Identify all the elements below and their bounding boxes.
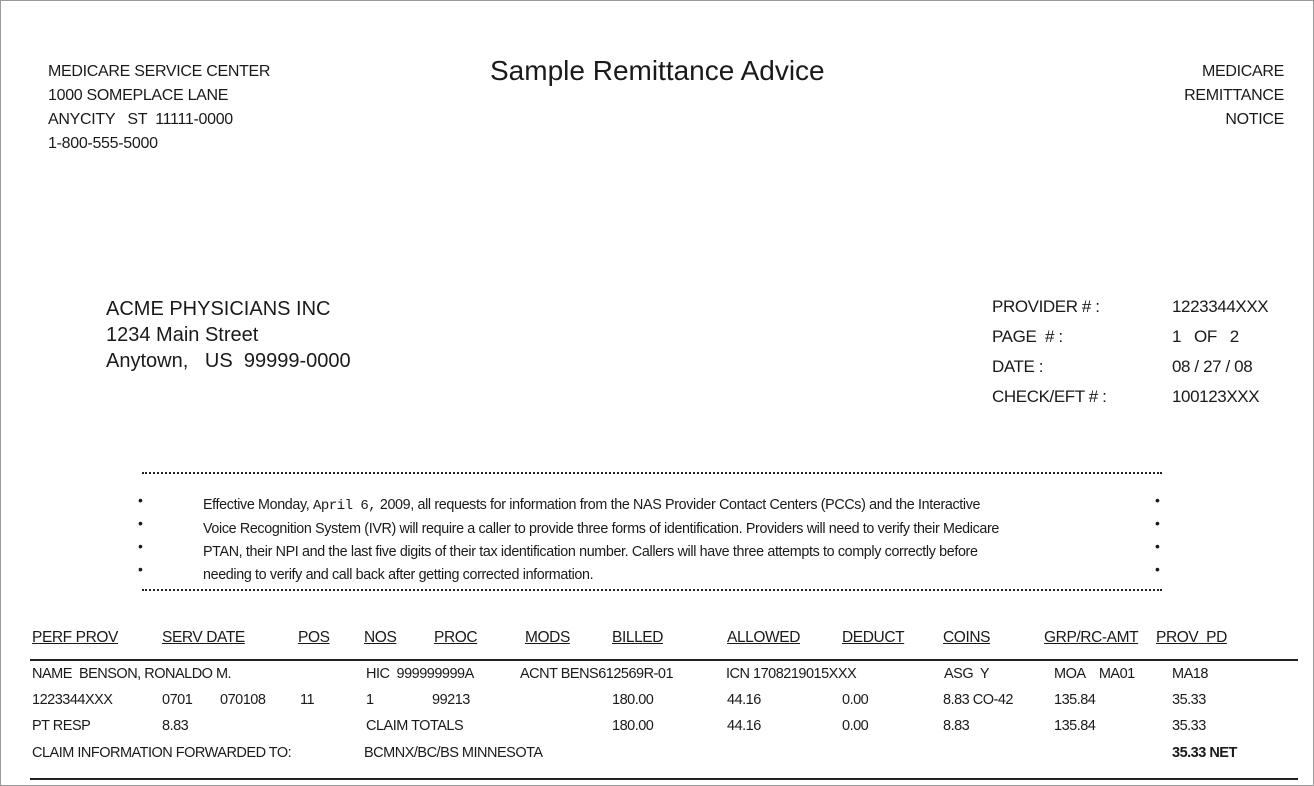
notice-line-1: MEDICARE xyxy=(1201,63,1284,80)
provider-address xyxy=(106,296,351,374)
bullet-left-1: • xyxy=(138,492,143,508)
provider-number-value: 1223344XXX xyxy=(1172,297,1269,316)
message-date: April 6, xyxy=(313,498,377,514)
nos-value: 1 xyxy=(366,692,374,708)
claim-totals-label: CLAIM TOTALS xyxy=(366,718,464,734)
total-coins: 8.83 xyxy=(943,718,970,734)
pt-resp-label: PT RESP xyxy=(32,718,91,734)
notice-line-3: NOTICE xyxy=(1225,111,1284,128)
proc-value: 99213 xyxy=(432,692,470,708)
message-border-top xyxy=(142,472,1162,474)
deduct-value: 0.00 xyxy=(842,692,869,708)
col-header-prov-pd: PROV PD xyxy=(1156,629,1227,646)
coins-value: 8.83 CO-42 xyxy=(943,692,1013,708)
check-eft-label: CHECK/EFT # : xyxy=(992,387,1107,406)
perf-prov-value: 1223344XXX xyxy=(32,692,113,708)
bottom-rule xyxy=(30,778,1298,780)
notice-line-2: REMITTANCE xyxy=(1184,87,1284,104)
bullet-right-3: • xyxy=(1155,538,1160,554)
notice-message xyxy=(203,494,999,587)
patient-name: NAME BENSON, RONALDO M. xyxy=(32,666,232,682)
bullet-left-4: • xyxy=(138,561,143,577)
message-line-2: Voice Recognition System (IVR) will require a caller to provide three forms of identification. Providers will need to verify their Medicare xyxy=(203,521,1000,537)
provider-street: 1234 Main Street xyxy=(106,324,259,346)
date-value: 08 / 27 / 08 xyxy=(1172,357,1253,376)
date-label: DATE : xyxy=(992,357,1044,376)
page-title: Sample Remittance Advice xyxy=(490,55,825,86)
provider-meta-labels xyxy=(992,292,1106,412)
remark-code: MA18 xyxy=(1172,666,1208,682)
serv-date-from: 0701 xyxy=(162,692,193,708)
total-grp-rc-amt: 135.84 xyxy=(1054,718,1096,734)
pt-resp-value: 8.83 xyxy=(162,718,189,734)
pos-value: 11 xyxy=(300,692,315,708)
total-deduct: 0.00 xyxy=(842,718,869,734)
remittance-notice-label xyxy=(1184,60,1284,132)
serv-date-to: 070108 xyxy=(220,692,266,708)
bullet-right-4: • xyxy=(1155,561,1160,577)
provider-meta-values xyxy=(1172,292,1268,412)
col-header-billed: BILLED xyxy=(612,629,664,646)
check-eft-value: 100123XXX xyxy=(1172,387,1260,406)
col-header-perf-prov: PERF PROV xyxy=(32,629,118,646)
carrier-phone: 1-800-555-5000 xyxy=(48,135,158,152)
prov-pd-value: 35.33 xyxy=(1172,692,1206,708)
bullet-right-2: • xyxy=(1155,515,1160,531)
provider-city: Anytown, US 99999-0000 xyxy=(106,350,351,372)
billed-value: 180.00 xyxy=(612,692,654,708)
hic-number: HIC 999999999A xyxy=(366,666,474,682)
bullet-left-3: • xyxy=(138,538,143,554)
col-header-mods: MODS xyxy=(525,629,570,646)
col-header-proc: PROC xyxy=(434,629,478,646)
account-number: ACNT BENS612569R-01 xyxy=(520,666,674,682)
bullet-right-1: • xyxy=(1155,492,1160,508)
page-number-label: PAGE # : xyxy=(992,327,1063,346)
message-line-4: needing to verify and call back after getting corrected information. xyxy=(203,567,594,583)
moa-code: MOA MA01 xyxy=(1054,666,1135,682)
carrier-city: ANYCITY ST 11111-0000 xyxy=(48,111,233,128)
col-header-coins: COINS xyxy=(943,629,991,646)
total-allowed: 44.16 xyxy=(727,718,761,734)
col-header-deduct: DEDUCT xyxy=(842,629,905,646)
total-prov-pd: 35.33 xyxy=(1172,718,1206,734)
carrier-name: MEDICARE SERVICE CENTER xyxy=(48,63,271,80)
total-billed: 180.00 xyxy=(612,718,654,734)
carrier-address xyxy=(48,60,270,156)
grp-rc-amt-value: 135.84 xyxy=(1054,692,1096,708)
claim-forwarded-label: CLAIM INFORMATION FORWARDED TO: xyxy=(32,745,292,761)
header-rule xyxy=(30,659,1298,661)
col-header-allowed: ALLOWED xyxy=(727,629,800,646)
provider-number-label: PROVIDER # : xyxy=(992,297,1100,316)
allowed-value: 44.16 xyxy=(727,692,761,708)
claim-forwarded-destination: BCMNX/BC/BS MINNESOTA xyxy=(364,745,543,761)
col-header-pos: POS xyxy=(298,629,330,646)
col-header-serv-date: SERV DATE xyxy=(162,629,245,646)
bullet-left-2: • xyxy=(138,515,143,531)
message-line-1: Effective Monday, April 6, 2009, all requests for information from the NAS Provider Contact Centers (PCCs) and the Interactive xyxy=(203,497,981,514)
provider-name: ACME PHYSICIANS INC xyxy=(106,298,331,320)
icn-number: ICN 1708219015XXX xyxy=(726,666,857,682)
page-number-value: 1 OF 2 xyxy=(1172,327,1239,346)
col-header-nos: NOS xyxy=(364,629,397,646)
message-line-3: PTAN, their NPI and the last five digits of their tax identification number. Callers will have three attempts to comply correctly before xyxy=(203,544,978,560)
col-header-grp-rc-amt: GRP/RC-AMT xyxy=(1044,629,1139,646)
carrier-street: 1000 SOMEPLACE LANE xyxy=(48,87,229,104)
assignment: ASG Y xyxy=(944,666,990,682)
net-payment: 35.33 NET xyxy=(1172,745,1237,761)
message-border-bottom xyxy=(142,589,1162,591)
